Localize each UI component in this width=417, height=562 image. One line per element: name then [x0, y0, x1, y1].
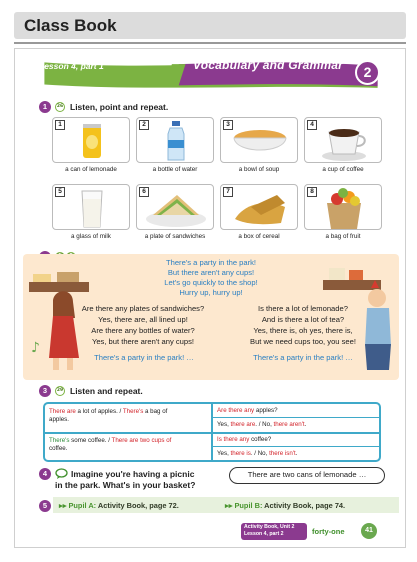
section-5-number: 5: [39, 500, 51, 512]
header-divider: [14, 42, 406, 44]
pupil-b-instruction: ▸▸ Pupil B: Activity Book, page 74.: [225, 501, 346, 510]
svg-text:♪: ♪: [31, 340, 40, 356]
lesson-title: Vocabulary and Grammar: [193, 58, 344, 72]
verse-left-line-1: Are there any plates of sandwiches?: [81, 304, 205, 313]
card-number: 8: [307, 187, 317, 197]
section-1-title: Listen, point and repeat.: [70, 102, 169, 112]
section-4-number: 4: [39, 468, 51, 480]
table-cell-answer-1: Yes, there are. / No, there aren't.: [217, 421, 307, 428]
vocab-label-8: a bag of fruit: [325, 233, 361, 240]
book-page: [14, 48, 406, 548]
arrow-icon: ▸▸: [225, 501, 233, 510]
header-bar: [14, 12, 406, 39]
section-5-band: [53, 497, 399, 513]
vocab-card-2[interactable]: [136, 117, 214, 163]
table-cell-question-2: Is there any coffee?: [217, 436, 272, 443]
speech-bubble: There are two cans of lemonade …: [229, 467, 385, 484]
card-number: 3: [223, 120, 233, 130]
table-cell-question-1: Are there any apples?: [217, 407, 278, 414]
audio-track-icon[interactable]: 29: [55, 386, 65, 396]
verse-left-line-4: Yes, but there aren't any cups!: [91, 337, 195, 346]
verse-right-line-4: But we need cups too, you see!: [250, 337, 356, 346]
card-number: 4: [307, 120, 317, 130]
vocab-card-8[interactable]: [304, 184, 382, 230]
card-number: 7: [223, 187, 233, 197]
vocab-label-1: a can of lemonade: [65, 166, 117, 173]
vocab-card-1[interactable]: [52, 117, 130, 163]
page-title: Class Book: [24, 16, 117, 35]
speech-icon: [55, 468, 68, 479]
card-number: 5: [55, 187, 65, 197]
table-cell-statement-1: There are a lot of apples. / There's a bag of apples.: [49, 408, 168, 423]
section-3-title: Listen and repeat.: [70, 386, 143, 396]
table-divider: [45, 432, 379, 434]
vocab-label-7: a box of cereal: [238, 233, 280, 240]
section-4-line-1: Imagine you're having a picnic: [71, 469, 195, 479]
section-3-number: 3: [39, 385, 51, 397]
vocab-card-5[interactable]: [52, 184, 130, 230]
song-panel: [23, 254, 399, 380]
chorus-line-2: But there aren't any cups!: [167, 268, 255, 277]
section-1-number: 1: [39, 101, 51, 113]
card-number: 6: [139, 187, 149, 197]
chorus-line-4: Hurry up, hurry up!: [179, 288, 243, 297]
vocab-label-4: a cup of coffee: [322, 166, 364, 173]
verse-right-line-1: Is there a lot of lemonade?: [258, 304, 348, 313]
table-divider: [213, 417, 379, 418]
chorus-line-3: Let's go quickly to the shop!: [164, 278, 258, 287]
table-cell-answer-2: Yes, there is. / No, there isn't.: [217, 450, 298, 457]
unit-badge: 2: [355, 60, 380, 85]
vocab-label-6: a plate of sandwiches: [144, 233, 206, 240]
verse-left-line-2: Yes, there are, all lined up!: [98, 315, 188, 324]
refrain-left: There's a party in the park! …: [94, 353, 194, 362]
audio-track-icon[interactable]: 26: [55, 102, 65, 112]
section-4-line-2: in the park. What's in your basket?: [55, 480, 196, 490]
page-number-words: forty-one: [312, 527, 345, 536]
table-cell-statement-2: There's some coffee. / There are two cups of coffee.: [49, 437, 172, 452]
arrow-icon: ▸▸: [59, 501, 67, 510]
vocab-card-6[interactable]: [136, 184, 214, 230]
refrain-right: There's a party in the park! …: [253, 353, 353, 362]
card-number: 2: [139, 120, 149, 130]
vocab-card-3[interactable]: [220, 117, 298, 163]
verse-right-line-3: Yes, there is, oh yes, there is,: [253, 326, 353, 335]
vocab-card-7[interactable]: [220, 184, 298, 230]
vocab-label-3: a bowl of soup: [238, 166, 280, 173]
chorus-line-1: There's a party in the park!: [165, 258, 257, 267]
grammar-table: [43, 402, 381, 462]
lesson-label: Lesson 4, part 1: [39, 61, 104, 71]
table-divider: [213, 446, 379, 447]
pupil-a-instruction: ▸▸ Pupil A: Activity Book, page 72.: [59, 501, 179, 510]
verse-left-line-3: Are there any bottles of water?: [91, 326, 195, 335]
activity-book-reference: Activity Book, Unit 2 Lesson 4, part 2: [241, 523, 307, 540]
verse-right-line-2: And is there a lot of tea?: [261, 315, 345, 324]
card-number: 1: [55, 120, 65, 130]
vocab-card-4[interactable]: [304, 117, 382, 163]
vocab-label-5: a glass of milk: [71, 233, 111, 240]
vocab-label-2: a bottle of water: [152, 166, 198, 173]
page-number: 41: [361, 523, 377, 539]
